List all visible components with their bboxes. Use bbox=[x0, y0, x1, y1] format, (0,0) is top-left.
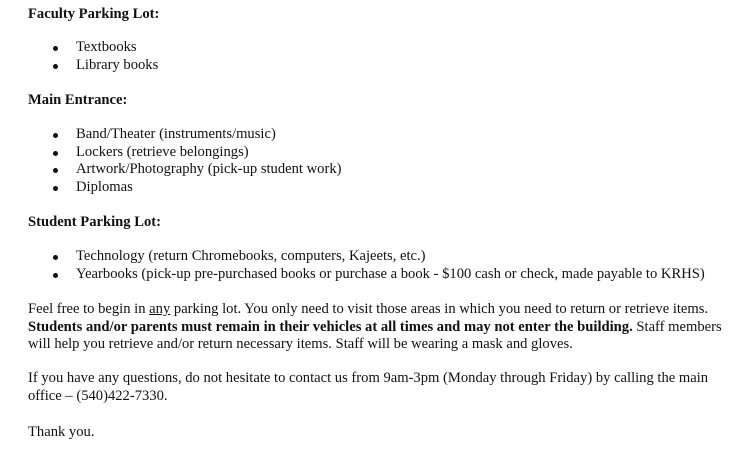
faculty-parking-list bbox=[0, 39, 158, 74]
instructions-paragraph bbox=[28, 301, 736, 354]
contact-paragraph bbox=[28, 370, 736, 405]
bullet-icon bbox=[53, 255, 58, 260]
section-heading-faculty-parking-lot: Faculty Parking Lot: bbox=[28, 6, 160, 22]
bullet-icon bbox=[53, 168, 58, 173]
list-item bbox=[0, 266, 705, 284]
list-item bbox=[0, 161, 341, 179]
underlined-text: any bbox=[149, 301, 171, 317]
paragraph-line bbox=[28, 319, 736, 337]
list-item-text: Band/Theater (instruments/music) bbox=[76, 126, 276, 142]
student-parking-list bbox=[0, 248, 705, 283]
list-item-text: Diplomas bbox=[76, 178, 133, 195]
bullet-icon bbox=[53, 186, 58, 191]
list-item-text: Technology (return Chromebooks, computers, Kajeets, etc.) bbox=[76, 248, 426, 264]
list-item-text: Artwork/Photography (pick-up student work) bbox=[76, 161, 342, 177]
bullet-icon bbox=[53, 151, 58, 156]
bullet-icon bbox=[53, 64, 58, 69]
bullet-icon bbox=[53, 133, 58, 138]
bullet-icon bbox=[53, 273, 58, 278]
list-item-text: Library books bbox=[76, 56, 159, 73]
bullet-icon bbox=[53, 46, 58, 51]
list-item bbox=[0, 126, 341, 144]
paragraph-text: Feel free to begin in bbox=[28, 301, 150, 317]
section-heading-main-entrance: Main Entrance: bbox=[28, 92, 128, 108]
paragraph-text: Staff members bbox=[632, 318, 722, 335]
main-entrance-list bbox=[0, 126, 341, 196]
list-item-text: Textbooks bbox=[76, 39, 137, 55]
list-item bbox=[0, 179, 341, 197]
list-item-text: Lockers (retrieve belongings) bbox=[76, 143, 249, 160]
list-item bbox=[0, 39, 158, 57]
bold-text: Students and/or parents must remain in their vehicles at all times and may not enter the building. bbox=[28, 318, 633, 335]
paragraph-text: parking lot. You only need to visit those areas in which you need to return or retrieve items. bbox=[170, 301, 709, 317]
section-heading-student-parking-lot: Student Parking Lot: bbox=[28, 214, 161, 230]
paragraph-line: If you have any questions, do not hesitate to contact us from 9am-3pm (Monday through Friday) by calling the main bbox=[28, 370, 709, 386]
list-item bbox=[0, 248, 705, 266]
list-item-text: Yearbooks (pick-up pre-purchased books or purchase a book - $100 cash or check, made payable to KRHS) bbox=[76, 265, 705, 282]
closing-text: Thank you. bbox=[28, 424, 95, 440]
list-item bbox=[0, 57, 158, 75]
list-item bbox=[0, 144, 341, 162]
paragraph-line: will help you retrieve and/or return necessary items. Staff will be wearing a mask and gloves. bbox=[28, 336, 573, 352]
paragraph-line: office – (540)422-7330. bbox=[28, 387, 168, 404]
paragraph-line bbox=[28, 301, 736, 319]
